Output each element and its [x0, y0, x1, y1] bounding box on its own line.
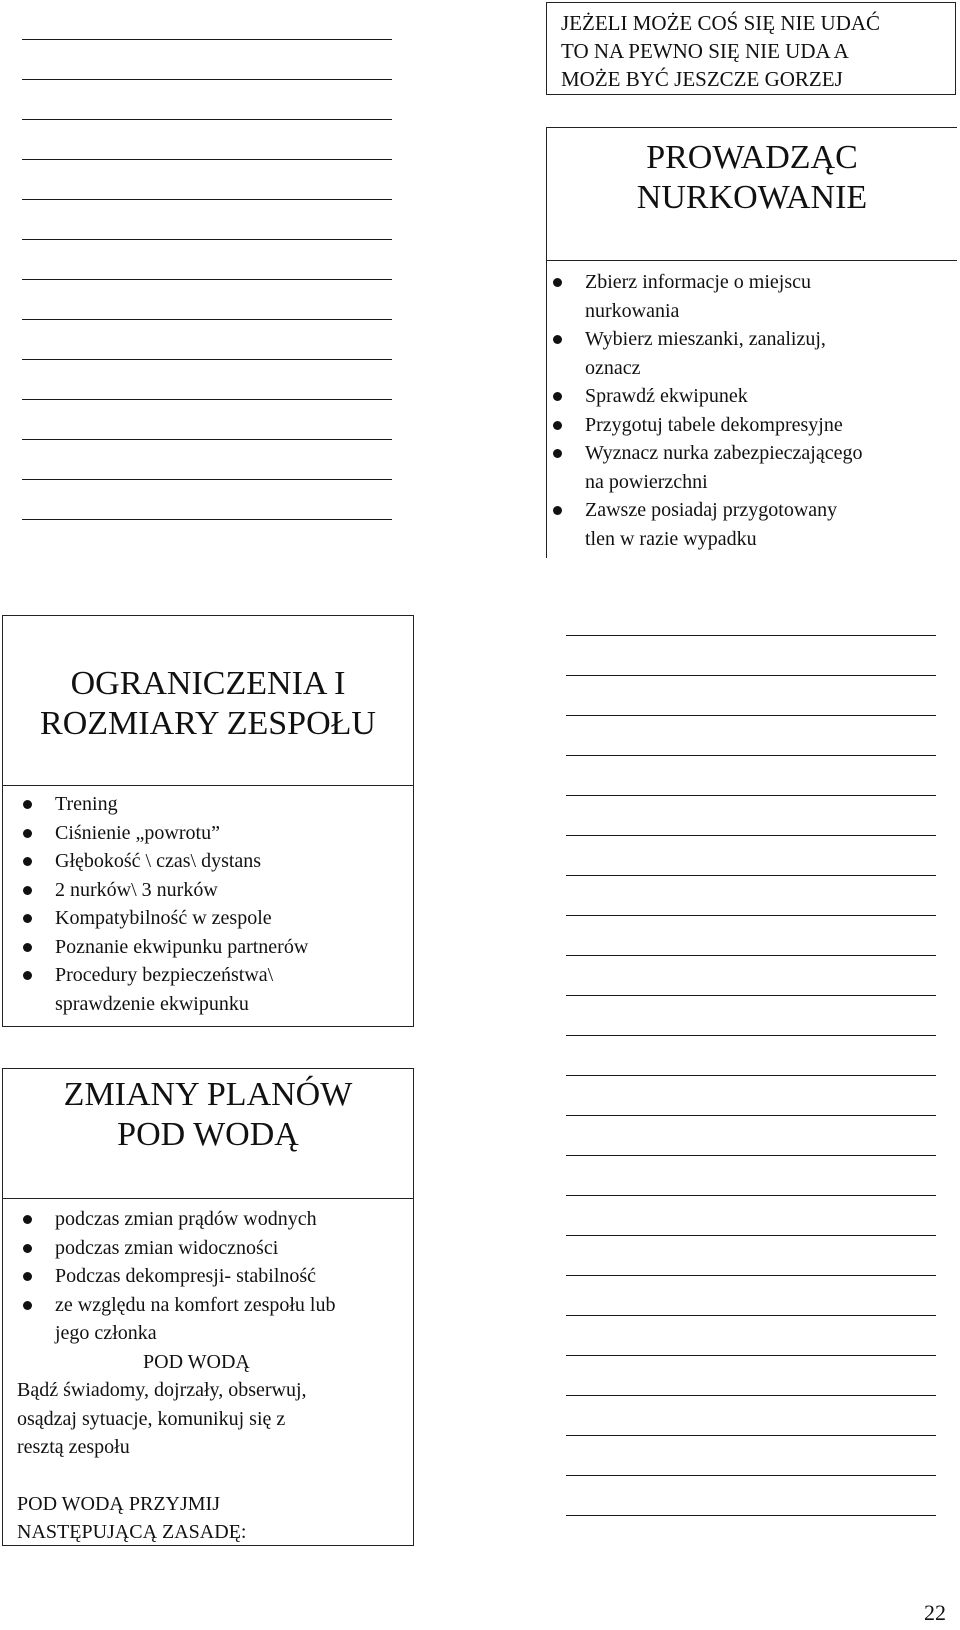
- slide-title: OGRANICZENIA I ROZMIARY ZESPOŁU: [3, 616, 413, 786]
- note-line: [566, 1316, 936, 1356]
- note-line: [22, 0, 392, 40]
- list-item: podczas zmian widoczności: [17, 1234, 413, 1263]
- bullet-list: [547, 261, 957, 553]
- note-line: [22, 120, 392, 160]
- list-item: Sprawdź ekwipunek: [547, 382, 957, 411]
- note-line: [22, 80, 392, 120]
- list-item: Zawsze posiadaj przygotowany tlen w razie wypadku: [547, 496, 957, 553]
- slide-title: ZMIANY PLANÓW POD WODĄ: [3, 1069, 413, 1199]
- list-item: Głębokość \ czas\ dystans: [17, 847, 413, 876]
- note-line: [566, 1076, 936, 1116]
- list-item: Zbierz informacje o miejscu nurkowania: [547, 268, 957, 325]
- note-line: [566, 1036, 936, 1076]
- list-item: ze względu na komfort zespołu lub jego członka: [17, 1291, 413, 1348]
- note-line: [566, 1356, 936, 1396]
- note-line: [22, 480, 392, 520]
- note-line: [566, 1236, 936, 1276]
- paragraph: Bądź świadomy, dojrzały, obserwuj, osądzaj sytuacje, komunikuj się z resztą zespołu: [17, 1379, 307, 1458]
- note-line: [22, 280, 392, 320]
- list-item: Poznanie ekwipunku partnerów: [17, 933, 413, 962]
- list-item: Wybierz mieszanki, zanalizuj, oznacz: [547, 325, 957, 382]
- subheading: POD WODĄ: [143, 1350, 250, 1373]
- note-line: [566, 716, 936, 756]
- quote-line: JEŻELI MOŻE COŚ SIĘ NIE UDAĆ: [561, 11, 881, 35]
- note-line: [566, 916, 936, 956]
- note-line: [566, 1476, 936, 1516]
- closing-rule: POD WODĄ PRZYJMIJ NASTĘPUJĄCĄ ZASADĘ:: [17, 1492, 247, 1543]
- note-line: [566, 756, 936, 796]
- note-line: [22, 160, 392, 200]
- list-item: Wyznacz nurka zabezpieczającego na powierzchni: [547, 439, 957, 496]
- note-line: [566, 676, 936, 716]
- note-line: [566, 1436, 936, 1476]
- note-line: [566, 836, 936, 876]
- notes-lines-bottom: [566, 596, 936, 1516]
- note-line: [566, 636, 936, 676]
- note-line: [22, 360, 392, 400]
- list-item: 2 nurków\ 3 nurków: [17, 876, 413, 905]
- note-line: [566, 596, 936, 636]
- note-line: [22, 440, 392, 480]
- slide-title: PROWADZĄC NURKOWANIE: [547, 128, 957, 261]
- list-item: Podczas dekompresji- stabilność: [17, 1262, 413, 1291]
- slide-plan-changes: [2, 1068, 414, 1546]
- note-line: [22, 240, 392, 280]
- list-item: Ciśnienie „powrotu”: [17, 819, 413, 848]
- list-item: Przygotuj tabele dekompresyjne: [547, 411, 957, 440]
- list-item: Kompatybilność w zespole: [17, 904, 413, 933]
- note-line: [22, 400, 392, 440]
- note-line: [566, 876, 936, 916]
- note-line: [566, 1116, 936, 1156]
- bullet-list: [3, 786, 413, 1018]
- note-line: [566, 956, 936, 996]
- list-item: podczas zmian prądów wodnych: [17, 1205, 413, 1234]
- note-line: [566, 796, 936, 836]
- note-line: [566, 1396, 936, 1436]
- bullet-list: [3, 1199, 413, 1348]
- quote-line: MOŻE BYĆ JESZCZE GORZEJ: [561, 67, 843, 91]
- quote-line: TO NA PEWNO SIĘ NIE UDA A: [561, 39, 849, 63]
- note-line: [566, 1156, 936, 1196]
- note-line: [22, 200, 392, 240]
- note-line: [22, 40, 392, 80]
- slide-dive-planning: [546, 127, 957, 558]
- quote-box: [546, 2, 956, 95]
- note-line: [22, 320, 392, 360]
- list-item: Procedury bezpieczeństwa\ sprawdzenie ekwipunku: [17, 961, 413, 1018]
- note-line: [566, 1196, 936, 1236]
- page-number: 22: [924, 1600, 946, 1625]
- note-line: [566, 996, 936, 1036]
- list-item: Trening: [17, 790, 413, 819]
- note-line: [566, 1276, 936, 1316]
- slide-team-limits: [2, 615, 414, 1027]
- notes-lines-top: [22, 0, 392, 520]
